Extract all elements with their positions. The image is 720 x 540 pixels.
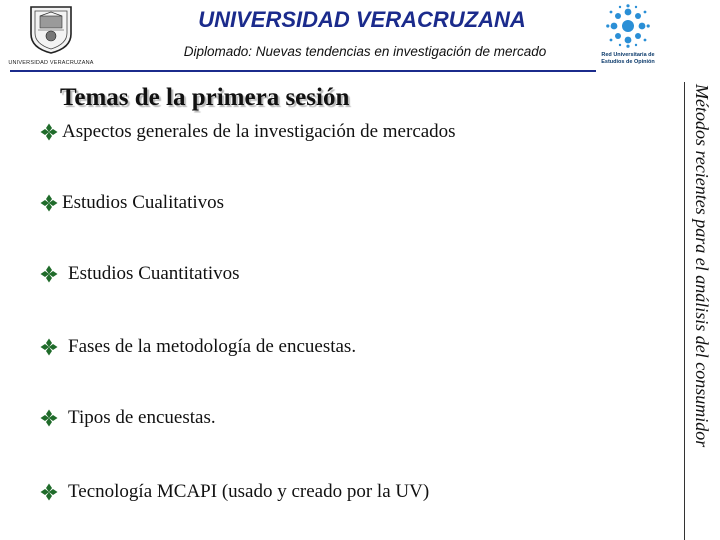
list-item: [40, 260, 240, 288]
list-item: [40, 118, 456, 146]
topic-label: Estudios Cuantitativos: [68, 263, 240, 284]
list-item: [40, 189, 224, 217]
diamond-bullet-icon: [40, 338, 58, 356]
topic-label: Tipos de encuestas.: [68, 407, 216, 428]
side-divider: [684, 82, 685, 540]
diamond-bullet-icon: [40, 123, 58, 141]
logo-caption: UNIVERSIDAD VERACRUZANA: [8, 60, 94, 66]
side-caption-text: Métodos recientes para el análisis del consumidor: [692, 84, 712, 448]
topic-label: Tecnología MCAPI (usado y creado por la UV): [68, 481, 430, 502]
diamond-bullet-icon: [40, 265, 58, 283]
diamond-bullet-icon: [40, 409, 58, 427]
topic-label: Fases de la metodología de encuestas.: [68, 336, 357, 357]
list-item: [40, 333, 356, 361]
program-subtitle: Diplomado: Nuevas tendencias en investigación de mercado: [183, 44, 547, 59]
university-title: UNIVERSIDAD VERACRUZANA: [198, 7, 526, 32]
university-logo: [8, 4, 92, 70]
topic-label: Estudios Cualitativos: [62, 192, 225, 213]
network-logo: [596, 4, 656, 74]
diamond-bullet-icon: [40, 483, 58, 501]
list-item: [40, 404, 216, 432]
slide-title: Temas de la primera sesión: [60, 84, 350, 111]
list-item: [40, 478, 429, 506]
topic-label: Aspectos generales de la investigación de mercados: [62, 121, 456, 142]
university-seal-icon: [28, 4, 74, 54]
diamond-bullet-icon: [40, 194, 58, 212]
header-divider: [10, 70, 596, 72]
network-caption: Red Universitaria de Estudios de Opinión: [601, 52, 655, 65]
side-caption: [688, 84, 716, 536]
network-logo-icon: [606, 4, 650, 48]
